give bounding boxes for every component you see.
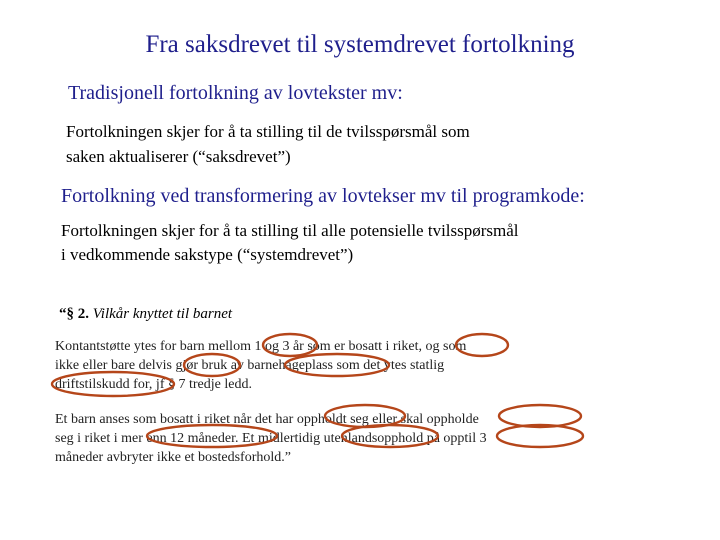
law-line: ikke eller bare delvis gjør bruk av barnehageplass som det ytes statlig [55, 358, 445, 373]
section2-line: Fortolkningen skjer for å ta stilling til alle potensielle tvilsspørsmål [61, 221, 519, 240]
annotation-circle [497, 425, 583, 447]
section1-line: saken aktualiserer (“saksdrevet”) [66, 147, 291, 166]
law-paragraph-1 [55, 337, 466, 394]
section1-line: Fortolkningen skjer for å ta stilling til de tvilsspørsmål som [66, 122, 470, 141]
law-section-heading [59, 306, 232, 323]
law-line: Et barn anses som bosatt i riket når det har oppholdt seg eller skal oppholde [55, 412, 479, 427]
section2-heading: Fortolkning ved transformering av lovtekser mv til programkode: [61, 185, 585, 207]
law-line: måneder avbryter ikke et bostedsforhold.” [55, 450, 291, 465]
section1-text [66, 119, 470, 169]
law-paragraph-2 [55, 410, 487, 467]
law-line: Kontantstøtte ytes for barn mellom 1 og 3 år som er bosatt i riket, og som [55, 339, 467, 354]
annotation-circle [499, 405, 581, 427]
section2-line: i vedkommende sakstype (“systemdrevet”) [61, 245, 354, 264]
law-section-title: Vilkår knyttet til barnet [92, 306, 233, 322]
slide-title: Fra saksdrevet til systemdrevet fortolkning [145, 31, 575, 58]
section1-heading: Tradisjonell fortolkning av lovtekster mv: [68, 82, 403, 104]
law-section-number: “§ 2. [59, 306, 89, 322]
section2-text [61, 219, 519, 267]
law-line: driftstilskudd for, jf § 7 tredje ledd. [55, 377, 252, 392]
law-line: seg i riket i mer enn 12 måneder. Et midlertidig utenlandsopphold på opptil 3 [55, 431, 487, 446]
